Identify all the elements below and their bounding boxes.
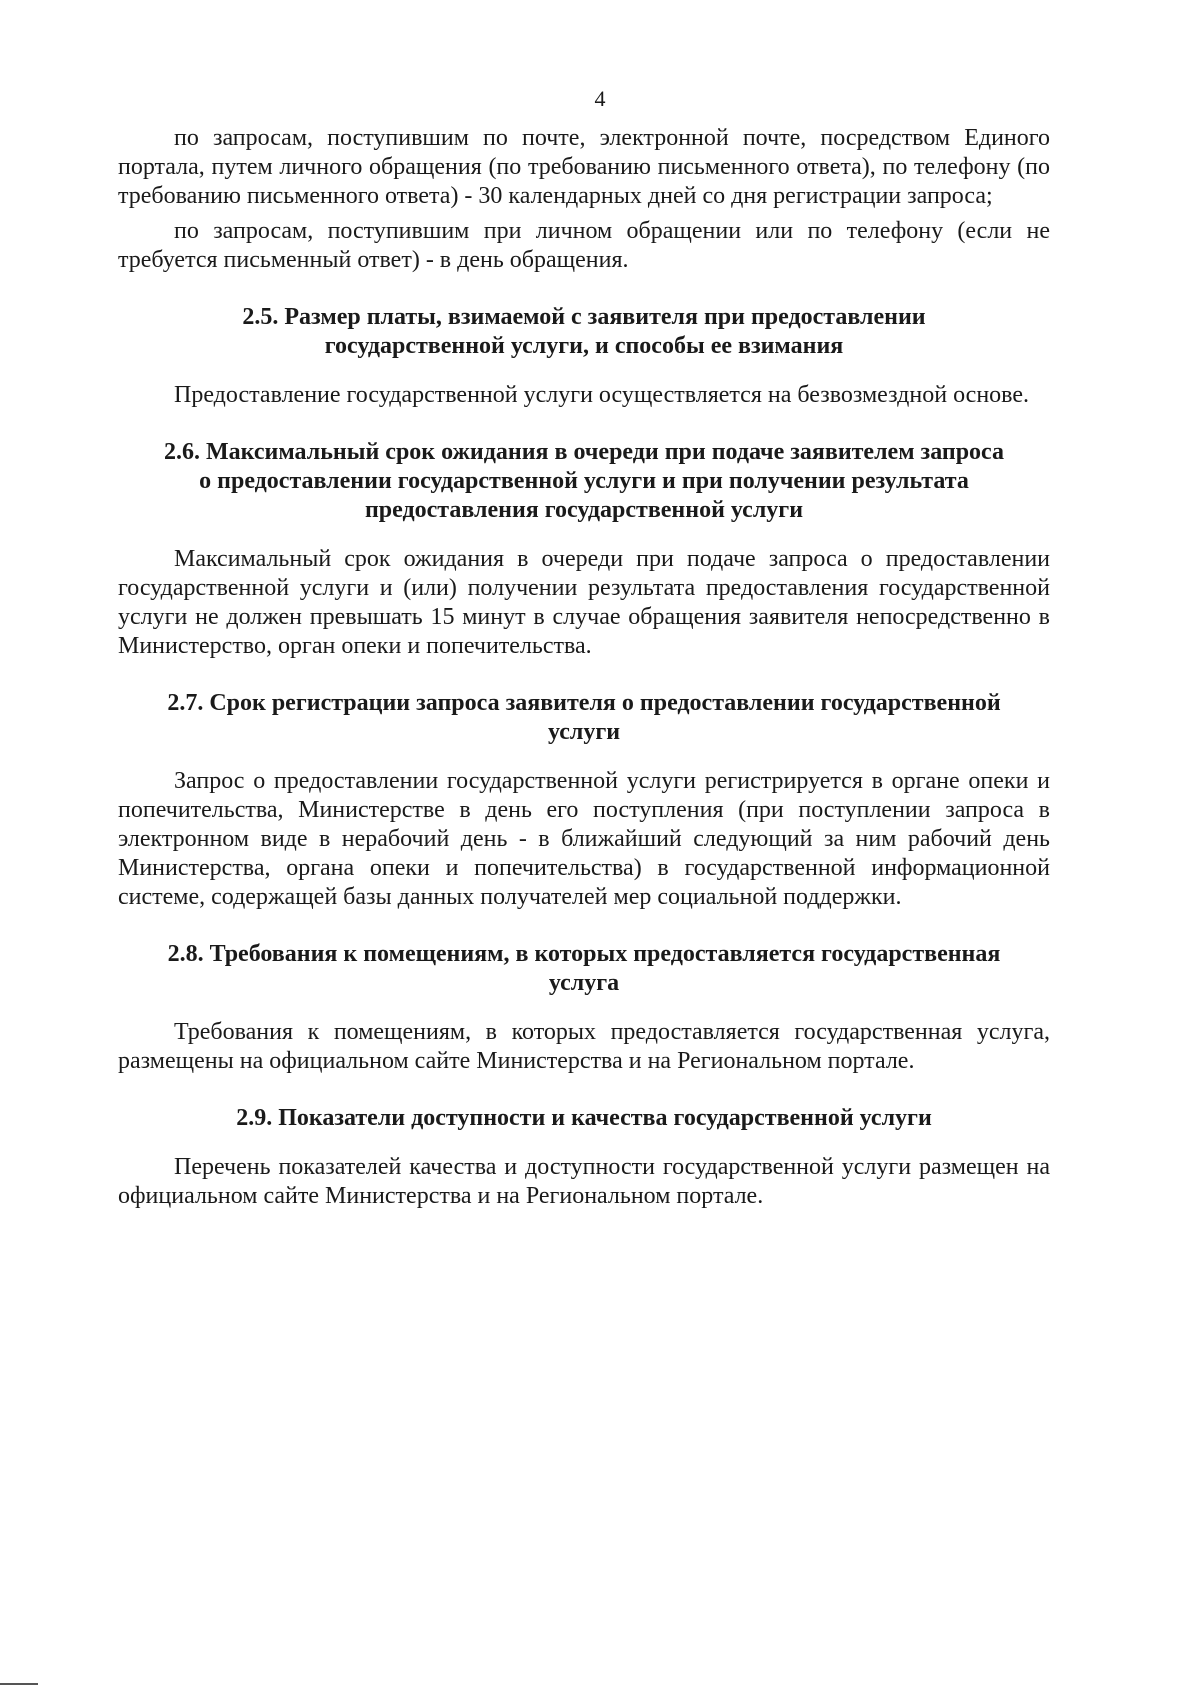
section-heading-2-6: 2.6. Максимальный срок ожидания в очереди при подаче заявителем запроса о предоставлении государственной услуги и при получении результата предоставления государственной услуги: [163, 439, 1004, 523]
page-number: 4: [594, 86, 606, 111]
section-text-2-5: Предоставление государственной услуги осуществляется на безвозмездной основе.: [174, 382, 1030, 408]
document-body: [118, 124, 1050, 1211]
section-text-2-8: Требования к помещениям, в которых предоставляется государственная услуга, размещены на официальном сайте Министерства и на Региональном портале.: [118, 1019, 1050, 1074]
paragraph-same-day-response: по запросам, поступившим при личном обращении или по телефону (если не требуется письменный ответ) - в день обращения.: [118, 218, 1050, 273]
section-heading-2-5: 2.5. Размер платы, взимаемой с заявителя при предоставлении государственной услуги, и способы ее взимания: [242, 304, 926, 359]
section-heading-2-8: 2.8. Требования к помещениям, в которых предоставляется государственная услуга: [167, 941, 1001, 996]
section-heading-2-9: 2.9. Показатели доступности и качества государственной услуги: [236, 1105, 932, 1131]
section-text-2-6: Максимальный срок ожидания в очереди при подаче запроса о предоставлении государственной услуги и (или) получении результата предоставления государственной услуги не должен превышать 15 минут в случае обращения заявителя непосредственно в Министерство, орган опеки и попечительства.: [118, 546, 1050, 659]
section-text-2-7: Запрос о предоставлении государственной услуги регистрируется в органе опеки и попечительства, Министерстве в день его поступления (при поступлении запроса в электронном виде в нерабочий день - в ближайший следующий за ним рабочий день Министерства, органа опеки и попечительства) в государственной информационной системе, содержащей базы данных получателей мер социальной поддержки.: [118, 768, 1050, 910]
section-text-2-9: Перечень показателей качества и доступности государственной услуги размещен на официальном сайте Министерства и на Региональном портале.: [118, 1154, 1050, 1209]
section-heading-2-7: 2.7. Срок регистрации запроса заявителя о предоставлении государственной услуги: [167, 690, 1001, 745]
paragraph-request-deadline: по запросам, поступившим по почте, электронной почте, посредством Единого портала, путем личного обращения (по требованию письменного ответа), по телефону (по требованию письменного ответа) - 30 календарных дней со дня регистрации запроса;: [118, 125, 1050, 209]
scan-edge-mark: [0, 1683, 38, 1685]
